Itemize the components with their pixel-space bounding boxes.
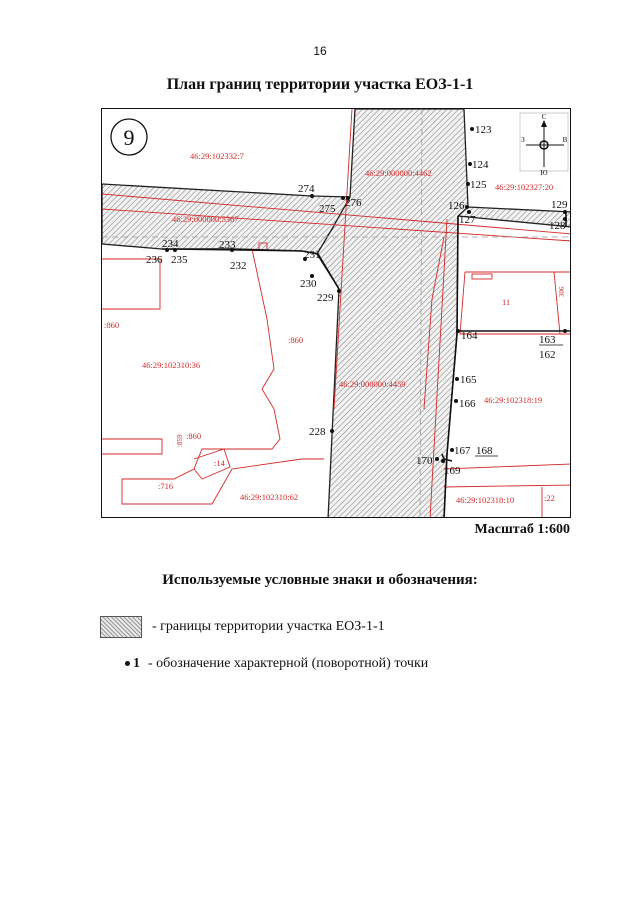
legend-item-text: - границы территории участка ЕОЗ-1-1 [152,619,385,634]
point-label: 230 [300,278,317,290]
point-label: 228 [309,426,326,438]
page-number: 16 [313,44,327,58]
scale-label: Масштаб 1:600 [474,522,570,537]
point-marker [441,459,445,463]
point-marker [455,377,459,381]
parcel-label: :14 [214,458,225,468]
point-label: 125 [470,179,487,191]
legend-heading: Используемые условные знаки и обозначения: [162,572,478,588]
point-label: 229 [317,292,334,304]
point-label: 233 [219,239,236,251]
point-label: 231 [304,249,321,261]
point-marker [456,329,460,333]
parcel-label: :860 [288,335,304,345]
compass-rose [520,113,568,177]
point-label: 235 [171,254,188,266]
point-label: 124 [472,159,489,171]
parcel-label: :22 [544,493,555,503]
compass-west: З [521,136,525,144]
point-label: 236 [146,254,163,266]
compass-north: С [541,113,547,121]
plan-title: План границ территории участка ЕОЗ-1-1 [166,76,474,93]
point-marker [465,205,469,209]
point-marker [563,329,567,333]
legend-item-point [100,656,428,672]
point-label: 127 [459,214,476,226]
parcel-label: :860 [104,320,120,330]
point-label: 275 [319,203,336,215]
parcel-label: 46:29:102310:36 [142,360,201,370]
parcel-label: 46:29:102318:19 [484,395,543,405]
parcel-label: 46:29:102310:62 [240,492,299,502]
point-label: 129 [551,199,568,211]
parcel-label: 46:29:000000:4462 [365,168,432,178]
parcel-label: :859 [176,434,184,447]
point-label: 232 [230,260,247,272]
legend-item-text: - обозначение характерной (поворотной) точки [148,656,429,671]
dot-icon [125,661,130,666]
point-label: 170 [416,455,433,467]
point-marker [454,399,458,403]
parcel-label: 46:29:102318:10 [456,495,515,505]
point-marker [470,127,474,131]
point-label: 169 [444,465,461,477]
point-label: 274 [298,183,315,195]
point-label: 123 [475,124,492,136]
parcel-label: 46:29:102332:7 [190,151,244,161]
point-label: 164 [461,330,478,342]
point-label: 162 [539,349,556,361]
legend-item-territory [100,616,385,638]
parcel-label: 306 [558,286,566,297]
compass-east: В [562,136,568,144]
point-marker [330,429,334,433]
point-label: 163 [539,334,556,346]
parcel-label: 11 [502,297,511,307]
point-label: 168 [476,445,493,457]
point-marker [337,289,341,293]
boundary-plan-map [101,108,571,518]
parcel-label: 46:29:000000:4459 [339,379,406,389]
point-label: 167 [454,445,471,457]
point-label: 128 [549,220,566,232]
parcel-label: 46:29:000000:5367 [172,214,239,224]
point-label: 165 [460,374,477,386]
point-label: 276 [345,197,362,209]
parcel-label: :716 [158,481,174,491]
compass-south: Ю [540,169,548,177]
point-symbol-number: 1 [133,656,140,671]
sheet-number: 9 [123,125,135,150]
hatched-area-symbol [100,616,142,638]
point-label: 166 [459,398,476,410]
point-symbol [100,656,140,672]
point-marker [435,457,439,461]
parcel-label: 46:29:102327:20 [495,182,554,192]
point-label: 126 [448,200,465,212]
parcel-label: :860 [186,431,202,441]
point-label: 234 [162,238,179,250]
sheet-number-badge [111,119,147,155]
